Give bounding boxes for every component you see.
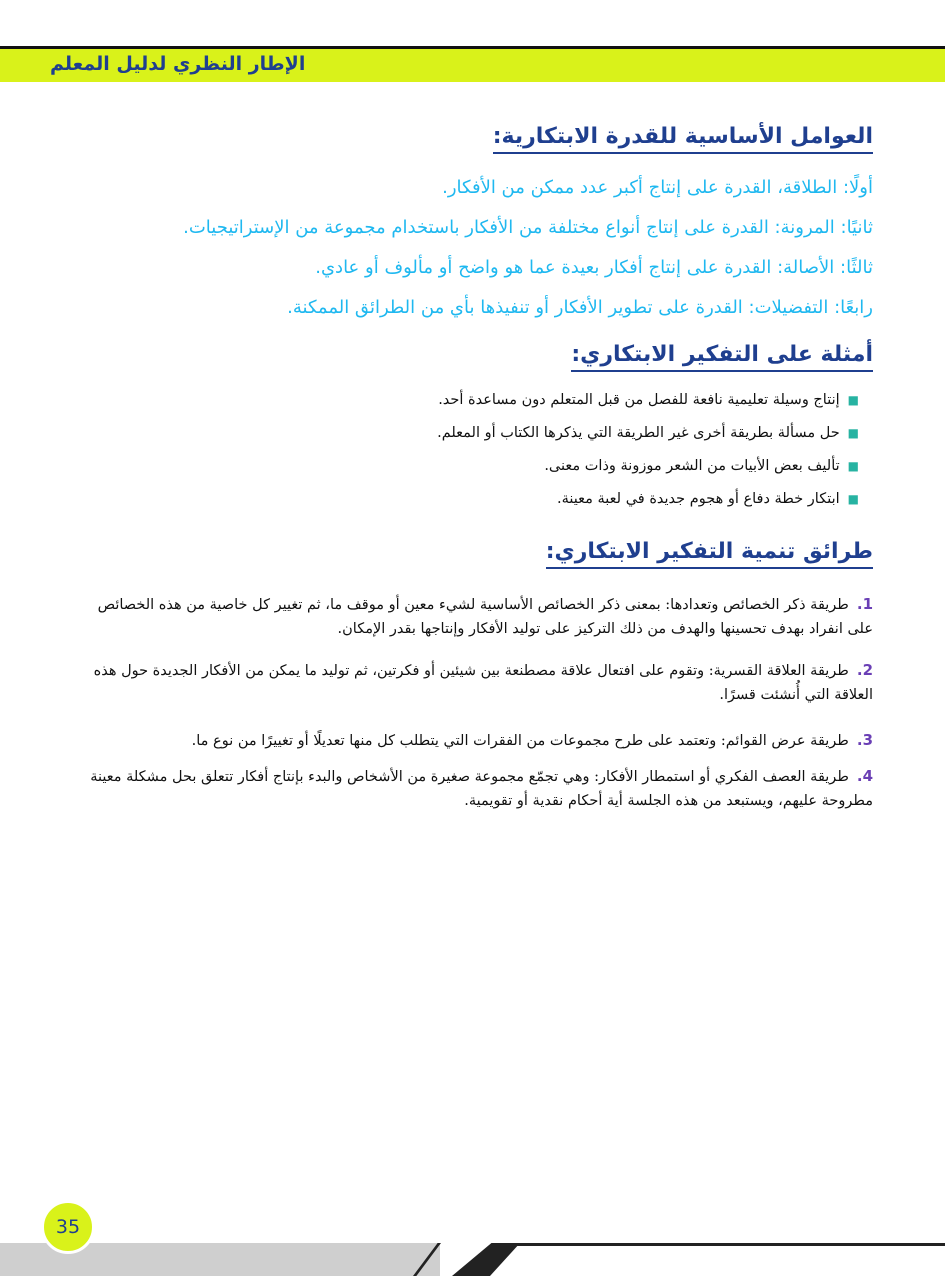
section-title-methods: طرائق تنمية التفكير الابتكاري:: [546, 539, 873, 569]
factor-originality: ثالثًا: الأصالة: القدرة على إنتاج أفكار بعيدة عما هو واضح أو مألوف أو عادي.: [315, 257, 873, 278]
bullet-icon: ■: [847, 459, 859, 473]
method-text: طريقة عرض القوائم: وتعتمد على طرح مجموعات من الفقرات التي يتطلب كل منها تعديلًا أو تغييرًا من نوع ما.: [191, 733, 849, 749]
method-item: [83, 658, 873, 707]
method-text: طريقة ذكر الخصائص وتعدادها: بمعنى ذكر الخصائص الأساسية لشيء معين أو موقف ما، ثم تغيير كل خاصية من هذه الخصائص على انفراد بهدف تحسينها والهدف من ذلك التركيز على توليد الأفكار وإنتاجها بقدر الإمكان.: [97, 597, 873, 637]
method-number: 3.: [856, 731, 873, 749]
method-text: طريقة العلاقة القسرية: وتقوم على افتعال علاقة مصطنعة بين شيئين أو فكرتين، ثم توليد ما يمكن من الأفكار الجديدة حول هذه العلاقة التي أُنشئت قسرًا.: [93, 663, 873, 703]
example-item-text: إنتاج وسيلة تعليمية نافعة للفصل من قبل المتعلم دون مساعدة أحد.: [438, 392, 840, 408]
example-item-text: ابتكار خطة دفاع أو هجوم جديدة في لعبة معينة.: [557, 491, 840, 507]
method-number: 2.: [856, 661, 873, 679]
header-bar: [0, 46, 945, 82]
method-item: [83, 728, 873, 753]
method-item: [83, 764, 873, 813]
method-number: 4.: [856, 767, 873, 785]
method-text: طريقة العصف الفكري أو استمطار الأفكار: وهي تجمّع مجموعة صغيرة من الأشخاص والبدء بإنتاج أفكار تتعلق بحل مشكلة معينة مطروحة عليهم، ويستبعد من هذه الجلسة أية أحكام نقدية أو تقويمية.: [90, 769, 873, 809]
method-number: 1.: [856, 595, 873, 613]
example-item: [438, 392, 859, 408]
example-item-text: تأليف بعض الأبيات من الشعر موزونة وذات معنى.: [544, 458, 840, 474]
section-title-creative-factors: العوامل الأساسية للقدرة الابتكارية:: [493, 124, 873, 154]
bullet-icon: ■: [847, 492, 859, 506]
page-number: 35: [41, 1200, 95, 1254]
footer-white-band: [490, 1246, 945, 1276]
header-title: الإطار النظري لدليل المعلم: [50, 53, 306, 75]
factor-fluency: أولًا: الطلاقة، القدرة على إنتاج أكبر عدد ممكن من الأفكار.: [442, 177, 873, 198]
example-item: [557, 491, 859, 507]
factor-elaboration: رابعًا: التفضيلات: القدرة على تطوير الأفكار أو تنفيذها بأي من الطرائق الممكنة.: [287, 297, 873, 318]
bullet-icon: ■: [847, 426, 859, 440]
bullet-icon: ■: [847, 393, 859, 407]
example-item: [437, 425, 859, 441]
method-item: [83, 592, 873, 641]
example-item: [544, 458, 859, 474]
example-item-text: حل مسألة بطريقة أخرى غير الطريقة التي يذكرها الكتاب أو المعلم.: [437, 425, 840, 441]
factor-flexibility: ثانيًا: المرونة: القدرة على إنتاج أنواع مختلفة من الأفكار باستخدام مجموعة من الإستراتيجيات.: [183, 217, 873, 238]
section-title-examples: أمثلة على التفكير الابتكاري:: [571, 342, 873, 372]
